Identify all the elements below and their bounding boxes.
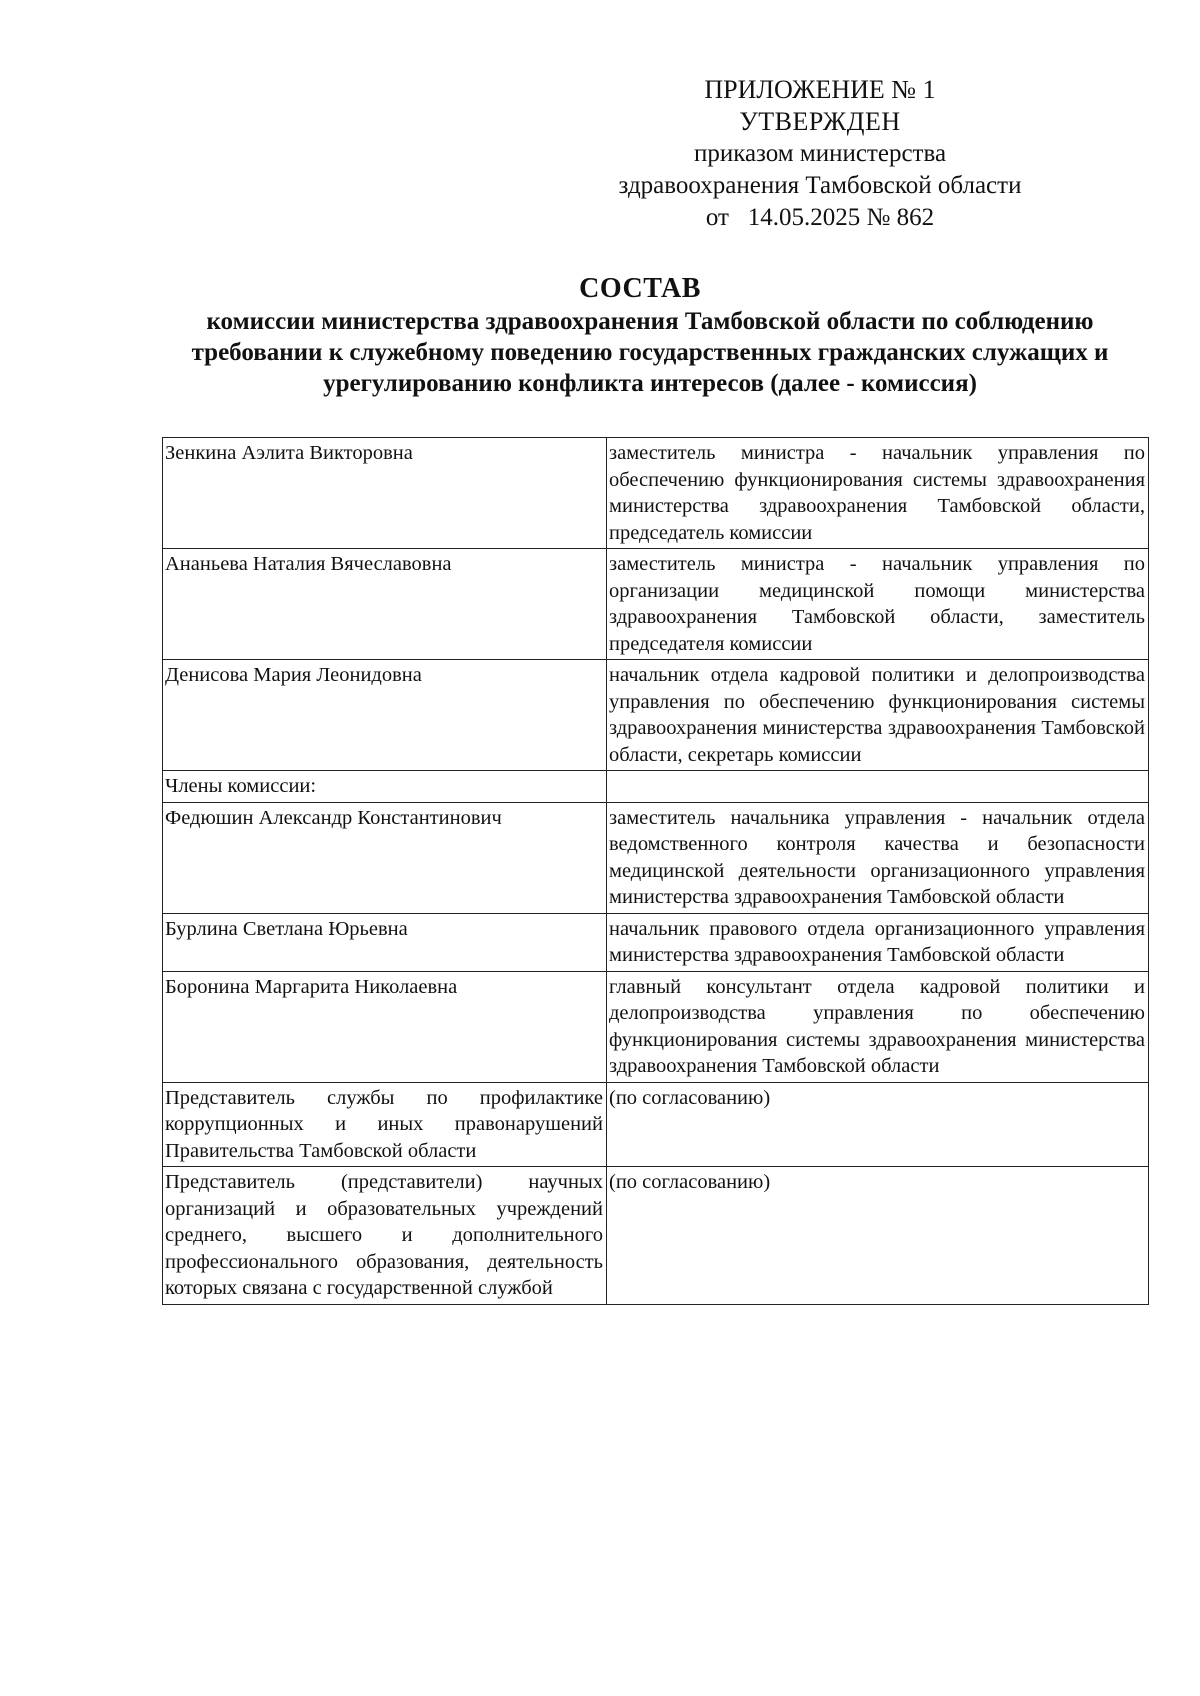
- member-name: Зенкина Аэлита Викторовна: [163, 438, 607, 549]
- order-reference: приказом министерства: [693, 140, 947, 167]
- member-position: заместитель министра - начальник управления по организации медицинской помощи министерства здравоохранения Тамбовской области, заместитель председателя комиссии: [607, 549, 1149, 660]
- table-row: [163, 1167, 1149, 1305]
- document-title: СОСТАВ: [579, 273, 701, 304]
- table-row: [163, 913, 1149, 971]
- table-row: [163, 971, 1149, 1082]
- table-row: [163, 660, 1149, 771]
- member-name: Федюшин Александр Константинович: [163, 802, 607, 913]
- member-name: Представитель службы по профилактике коррупционных и иных правонарушений Правительства Тамбовской области: [163, 1082, 607, 1167]
- member-name: Денисова Мария Леонидовна: [163, 660, 607, 771]
- order-date-number: от 14.05.2025 № 862: [705, 204, 935, 231]
- member-name: Бурлина Светлана Юрьевна: [163, 913, 607, 971]
- member-name: Боронина Маргарита Николаевна: [163, 971, 607, 1082]
- annex-number: ПРИЛОЖЕНИЕ № 1: [704, 75, 936, 104]
- commission-members-table: [162, 437, 1149, 1305]
- approval-stamp-text: УТВЕРЖДЕН: [739, 107, 901, 136]
- ministry-name: здравоохранения Тамбовской области: [618, 172, 1022, 199]
- member-position: (по согласованию): [607, 1167, 1149, 1305]
- table-row: [163, 549, 1149, 660]
- member-position: заместитель министра - начальник управления по обеспечению функционирования системы здравоохранения министерства здравоохранения Тамбовской области, председатель комиссии: [607, 438, 1149, 549]
- member-position: заместитель начальника управления - начальник отдела ведомственного контроля качества и безопасности медицинской деятельности организационного управления министерства здравоохранения Тамбовской области: [607, 802, 1149, 913]
- member-position: (по согласованию): [607, 1082, 1149, 1167]
- member-name: Представитель (представители) научных организаций и образовательных учреждений среднего, высшего и дополнительного профессионального образования, деятельность которых связана с государственной службой: [163, 1167, 607, 1305]
- approval-header: [560, 74, 1080, 234]
- member-position: главный консультант отдела кадровой политики и делопроизводства управления по обеспечению функционирования системы здравоохранения министерства здравоохранения Тамбовской области: [607, 971, 1149, 1082]
- document-subtitle: комиссии министерства здравоохранения Тамбовской области по соблюдению требовании к служебному поведению государственных гражданских служащих и урегулированию конфликта интересов (далее - комиссия): [191, 308, 1109, 397]
- table-row-members-heading: [163, 771, 1149, 803]
- table-row: [163, 438, 1149, 549]
- members-section-label: Члены комиссии:: [163, 771, 607, 803]
- member-position: начальник отдела кадровой политики и делопроизводства управления по обеспечению функционирования системы здравоохранения министерства здравоохранения Тамбовской области, секретарь комиссии: [607, 660, 1149, 771]
- table-row: [163, 802, 1149, 913]
- table-row: [163, 1082, 1149, 1167]
- member-position: [607, 771, 1149, 803]
- member-position: начальник правового отдела организационного управления министерства здравоохранения Тамбовской области: [607, 913, 1149, 971]
- member-name: Ананьева Наталия Вячеславовна: [163, 549, 607, 660]
